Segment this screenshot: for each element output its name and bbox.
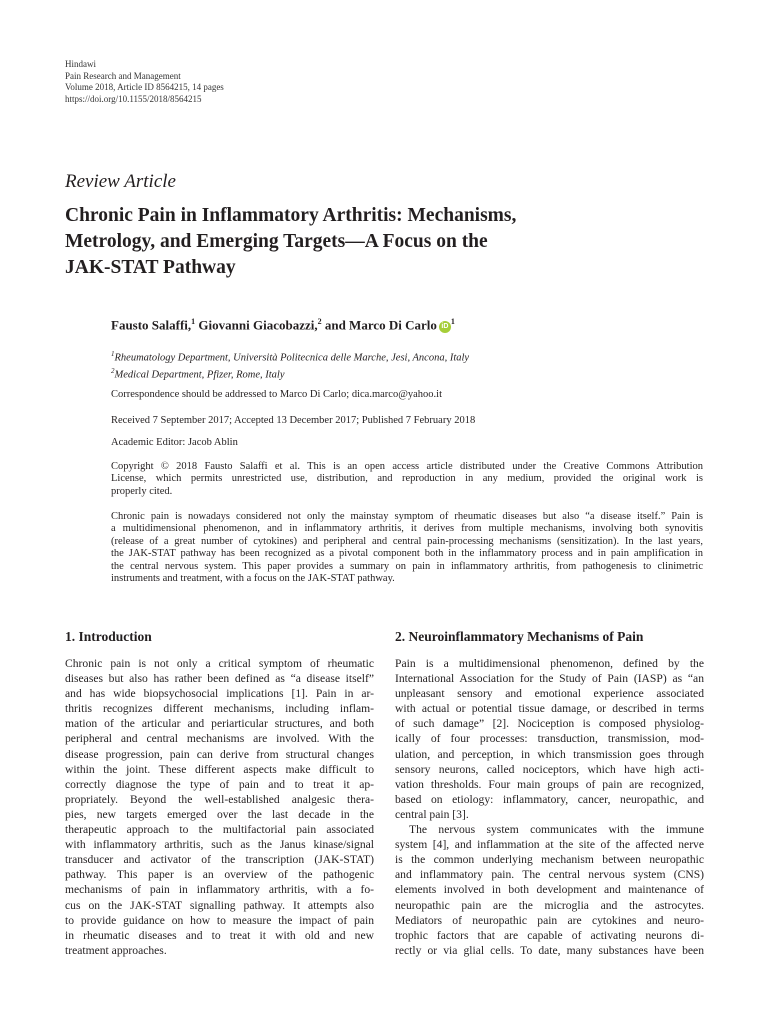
body-line: The nervous system communicates with the immune bbox=[409, 823, 704, 837]
body-line: Mediators of neuropathic pain are cytokines and neuro- bbox=[395, 913, 704, 927]
abstract bbox=[111, 511, 703, 585]
body-line: and inflammatory pain. The central nervous system (CNS) bbox=[395, 868, 704, 882]
publisher-name: Hindawi bbox=[65, 59, 96, 69]
body-line: correctly diagnose the type of pain and to treat it ap- bbox=[65, 777, 374, 791]
body-line: thritis recognizes different mechanisms, including inflam- bbox=[65, 702, 374, 716]
section-heading-neuroinflammatory: 2. Neuroinflammatory Mechanisms of Pain bbox=[395, 629, 644, 644]
section-heading-introduction: 1. Introduction bbox=[65, 629, 152, 644]
abstract-line: (release of a great number of cytokines) and peripheral and central pain-processing mechanisms (sensitization). In the last years, bbox=[111, 535, 703, 547]
body-line: with inflammatory arthritis, such as the Janus kinase/signal bbox=[65, 838, 374, 852]
copyright-line: properly cited. bbox=[111, 485, 173, 497]
affiliations bbox=[111, 348, 469, 381]
body-line: is the common underlying mechanism between neuropathic bbox=[395, 853, 704, 867]
affiliation bbox=[111, 365, 469, 382]
abstract-line: Chronic pain is nowadays considered not only the mainstay symptom of rheumatic diseases but also “a disease itself.” Pain is bbox=[111, 511, 703, 522]
body-line: elements involved in both development and maintenance of bbox=[395, 883, 704, 897]
body-line: Chronic pain is not only a critical symptom of rheumatic bbox=[65, 657, 374, 670]
doi-link[interactable]: https://doi.org/10.1155/2018/8564215 bbox=[65, 93, 202, 104]
copyright-line: Copyright © 2018 Fausto Salaffi et al. This is an open access article distributed under the Creative Commons Attribution bbox=[111, 461, 703, 472]
article-type: Review Article bbox=[65, 171, 176, 192]
journal-header bbox=[65, 59, 224, 105]
journal-name: Pain Research and Management bbox=[65, 70, 181, 81]
correspondence: Correspondence should be addressed to Marco Di Carlo; dica.marco@yahoo.it bbox=[111, 389, 442, 400]
affil-sup: 2 bbox=[111, 366, 115, 375]
article-title bbox=[65, 203, 715, 281]
body-line: diseases but also has rather been defined as “a disease itself” bbox=[65, 672, 374, 686]
affil-sup: 1 bbox=[111, 350, 115, 358]
body-line: of such damage” [2]. Nociception is composed physiolog- bbox=[395, 717, 704, 731]
author-affil-sup: 1 bbox=[450, 317, 455, 326]
author-list bbox=[111, 317, 455, 333]
body-line: therapeutic approach to the multifactorial pain associated bbox=[65, 823, 374, 837]
author-name[interactable]: Fausto Salaffi, bbox=[111, 317, 192, 333]
body-line: sensory neurons, called nociceptors, which have high acti- bbox=[395, 762, 704, 776]
title-line: Metrology, and Emerging Targets—A Focus on the bbox=[65, 231, 488, 252]
body-line: trophic factors that are capable of activating neurons di- bbox=[395, 928, 704, 942]
body-line: vation thresholds. Four main groups of pain are recognized, bbox=[395, 777, 704, 791]
volume-info: Volume 2018, Article ID 8564215, 14 pages bbox=[65, 82, 224, 92]
body-line: within the joint. These different aspects make difficult to bbox=[65, 762, 374, 776]
body-line: unpleasant sensory and emotional experience associated bbox=[395, 687, 704, 701]
affiliation bbox=[111, 348, 469, 365]
affil-text: Medical Department, Pfizer, Rome, Italy bbox=[114, 369, 285, 380]
body-line: neuropathic pain are the microglia and the astrocytes. bbox=[395, 898, 704, 912]
academic-editor: Academic Editor: Jacob Ablin bbox=[111, 437, 238, 448]
body-line: peripheral and central mechanisms are involved. With the bbox=[65, 732, 374, 746]
body-line: treatment approaches. bbox=[65, 943, 167, 957]
publication-dates: Received 7 September 2017; Accepted 13 December 2017; Published 7 February 2018 bbox=[111, 415, 476, 426]
body-line: based on etiology: inflammatory, cancer, neuropathic, and bbox=[395, 792, 704, 806]
author-name[interactable]: Giovanni Giacobazzi, bbox=[195, 317, 318, 333]
title-line: JAK-STAT Pathway bbox=[65, 257, 236, 278]
body-line: pathway. This paper is an overview of the pathogenic bbox=[65, 868, 374, 882]
author-affil-sup: 1 bbox=[191, 317, 196, 326]
abstract-line: a multidimensional phenomenon, and in inflammatory arthritis, it derives from multiple mechanisms, involving both synovitis bbox=[111, 523, 703, 535]
body-line: with actual or potential tissue damage, or described in terms bbox=[395, 702, 704, 716]
abstract-line: instruments and treatment, with a focus on the JAK-STAT pathway. bbox=[111, 573, 395, 585]
body-line: rectly or via glial cells. To date, many substances have been bbox=[395, 943, 704, 957]
body-line: disease progression, pain can derive from structural changes bbox=[65, 747, 374, 761]
author-name[interactable]: and Marco Di Carlo bbox=[321, 317, 437, 333]
body-line: propriately. Beyond the well-established analgesic thera- bbox=[65, 792, 374, 806]
body-line: pies, new targets emerged over the last decade in the bbox=[65, 807, 374, 821]
affil-text: Rheumatology Department, Università Politecnica delle Marche, Jesi, Ancona, Italy bbox=[114, 352, 470, 364]
body-line: to provide guidance on how to measure the impact of pain bbox=[65, 913, 374, 927]
body-line: central pain [3]. bbox=[395, 807, 469, 821]
body-line: International Association for the Study of Pain (IASP) as “an bbox=[395, 672, 704, 686]
body-line: Pain is a multidimensional phenomenon, defined by the bbox=[395, 657, 704, 670]
abstract-line: the JAK-STAT pathway has been recognized as a pivotal component both in the inflammatory process and in pain amplification in bbox=[111, 548, 703, 560]
author-affil-sup: 2 bbox=[317, 317, 322, 326]
copyright-line: License, which permits unrestricted use, distribution, and reproduction in any medium, provided the original work is bbox=[111, 473, 703, 485]
body-line: system [4], and inflammation at the site of the affected nerve bbox=[395, 838, 704, 852]
body-line: and has wide biopsychosocial implications [1]. Pain in ar- bbox=[65, 687, 374, 701]
title-line: Chronic Pain in Inflammatory Arthritis: Mechanisms, bbox=[65, 205, 517, 226]
introduction-body bbox=[65, 656, 374, 958]
orcid-icon[interactable]: iD bbox=[439, 321, 451, 333]
body-line: in rheumatic diseases and to treat it with old and new bbox=[65, 928, 374, 942]
body-line: cus on the JAK-STAT signalling pathway. It attempts also bbox=[65, 898, 374, 912]
body-line: ically of four processes: transduction, transmission, mod- bbox=[395, 732, 704, 746]
body-line: ulation, and perception, in which transmission goes through bbox=[395, 747, 704, 761]
body-line: mation of the articular and periarticular structures, and both bbox=[65, 717, 374, 731]
body-line: transducer and activator of the transcription (JAK-STAT) bbox=[65, 853, 374, 867]
neuroinflammatory-body bbox=[395, 656, 704, 958]
copyright-notice bbox=[111, 461, 703, 498]
abstract-line: the central nervous system. This paper provides a summary on pain in inflammatory arthritis, from pathogenesis to clinimetric bbox=[111, 560, 703, 572]
body-line: mechanisms of pain in inflammatory arthritis, with a fo- bbox=[65, 883, 374, 897]
